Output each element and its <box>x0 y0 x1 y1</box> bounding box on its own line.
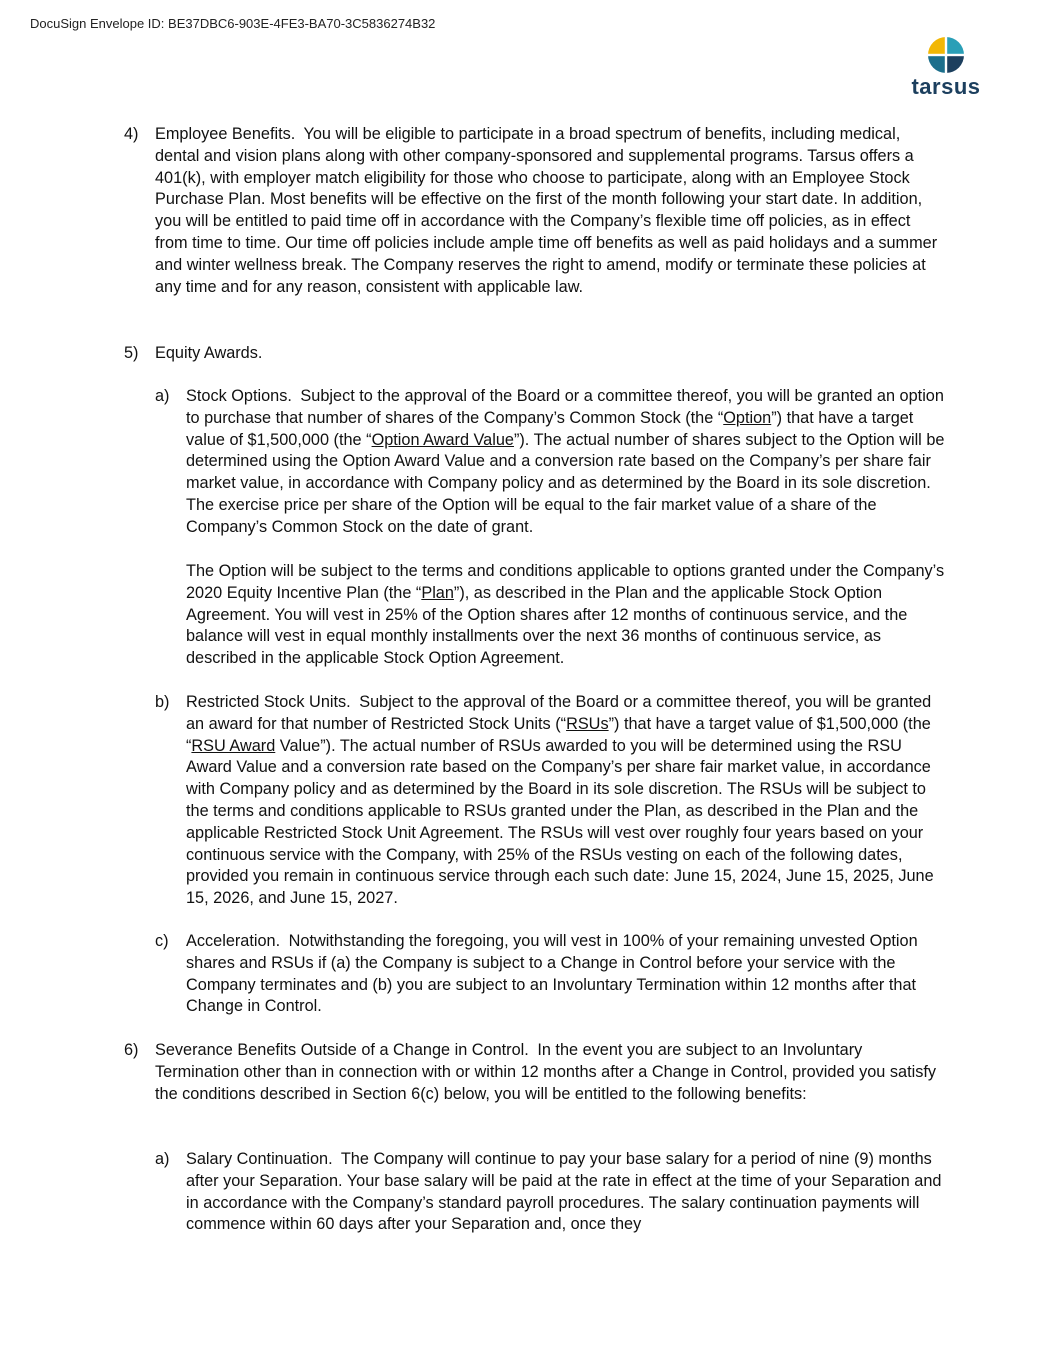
section-6-severance-benefits <box>155 1040 945 1105</box>
section-5b-restricted-stock-units <box>186 692 946 910</box>
section-5a-paragraph-2 <box>186 561 946 670</box>
defined-term-rsu-award: RSU Award <box>191 736 276 755</box>
section-6a-heading: Salary Continuation. <box>186 1150 333 1168</box>
section-5-number: 5) <box>124 344 139 362</box>
defined-term-rsus: RSUs <box>566 714 609 733</box>
section-5c-number: c) <box>155 932 169 950</box>
section-5a-p2-text-2: ”), as described in the Plan and the applicable Stock Option Agreement. You will vest in 25% of the Option shares after 12 months of continuous service, and the balance will vest in equal monthly installments over the next 36 months of continuous service, as described in the applicable Stock Option Agreement. <box>186 583 908 668</box>
section-5b-text-2: ”) that have a target value of $1,500,000 (the “ <box>186 714 931 755</box>
tarsus-logo-mark-icon <box>927 36 965 74</box>
tarsus-wordmark: tarsus <box>911 74 981 99</box>
section-5-heading: Equity Awards. <box>155 344 263 362</box>
section-6a-number: a) <box>155 1150 170 1168</box>
section-4-body: You will be eligible to participate in a broad spectrum of benefits, including medical, dental and vision plans along with other company-sponsored and supplemental programs. Tarsus offers a 401(k), with employer match eligibility for those who choose to participate, along with an Employee Stock Purchase Plan. Most benefits will be effective on the first of the month following your start date. In addition, you will be entitled to paid time off in accordance with the Company’s flexible time off policies, as in effect from time to time. Our time off policies include ample time off benefits as well as paid holidays and a summer and winter wellness break. The Company reserves the right to amend, modify or terminate these policies at any time and for any reason, consistent with applicable law. <box>155 125 938 296</box>
section-4-employee-benefits <box>155 124 945 298</box>
section-6a-body: The Company will continue to pay your base salary for a period of nine (9) months after your Separation. Your base salary will be paid at the rate in effect at the time of your Separation and in accordance with the Company’s standard payroll procedures. The salary continuation payments will commence within 60 days after your Separation and, once they <box>186 1150 942 1234</box>
section-5b-number: b) <box>155 693 170 711</box>
section-5b-heading: Restricted Stock Units. <box>186 693 351 711</box>
section-5a-text-2: ”) that have a target value of $1,500,000 (the “ <box>186 408 914 449</box>
section-5a-number: a) <box>155 387 170 405</box>
section-5b-text-1: Subject to the approval of the Board or a committee thereof, you will be granted an award for that number of Restricted Stock Units (“ <box>186 693 932 733</box>
section-6-number: 6) <box>124 1041 139 1059</box>
section-5a-text-3: ”). The actual number of shares subject to the Option will be determined using the Option Award Value and a conversion rate based on the Company’s per share fair market value, in accordance with Company policy and as determined by the Board in its sole discretion. The exercise price per share of the Option will be equal to the fair market value of a share of the Company’s Common Stock on the date of grant. <box>186 430 945 536</box>
defined-term-plan: Plan <box>421 583 454 602</box>
section-6-body: In the event you are subject to an Involuntary Termination other than in connection with or within 12 months after a Change in Control, provided you satisfy the conditions described in Section 6(c) below, you will be entitled to the following benefits: <box>155 1041 937 1103</box>
section-5c-acceleration <box>186 931 946 1018</box>
defined-term-option-award-value: Option Award Value <box>371 430 514 449</box>
docusign-envelope-id: DocuSign Envelope ID: BE37DBC6-903E-4FE3-BA70-3C5836274B32 <box>30 16 436 31</box>
section-5a-text-1: Subject to the approval of the Board or a committee thereof, you will be granted an option to purchase that number of shares of the Company’s Common Stock (the “ <box>186 387 944 427</box>
section-5a-heading: Stock Options. <box>186 387 292 405</box>
section-5b-text-3: Value”). The actual number of RSUs awarded to you will be determined using the RSU Award Value and a conversion rate based on the Company’s per share fair market value, in accordance with Company policy and as determined by the Board in its sole discretion. The RSUs will be subject to the terms and conditions applicable to RSUs granted under the Plan, as described in the Plan and the applicable Restricted Stock Unit Agreement. The RSUs will vest over roughly four years based on your continuous service with the Company, with 25% of the RSUs vesting on each of the following dates, provided you remain in continuous service through each such date: June 15, 2024, June 15, 2025, June 15, 2026, and June 15, 2027. <box>186 736 934 908</box>
section-5a-p2-text-1: The Option will be subject to the terms and conditions applicable to options granted under the Company’s 2020 Equity Incentive Plan (the “ <box>186 562 945 602</box>
defined-term-option: Option <box>723 408 772 427</box>
section-5a-stock-options <box>186 386 946 539</box>
section-4-heading: Employee Benefits. <box>155 125 296 143</box>
section-4-number: 4) <box>124 125 139 143</box>
section-6-heading: Severance Benefits Outside of a Change in Control. <box>155 1041 529 1059</box>
tarsus-logo <box>900 36 992 98</box>
section-5c-heading: Acceleration. <box>186 932 281 950</box>
section-5c-body: Notwithstanding the foregoing, you will vest in 100% of your remaining unvested Option shares and RSUs if (a) the Company is subject to a Change in Control before your service with the Company terminates and (b) you are subject to an Involuntary Termination within 12 months after that Change in Control. <box>186 932 918 1016</box>
section-6a-salary-continuation <box>186 1149 946 1236</box>
